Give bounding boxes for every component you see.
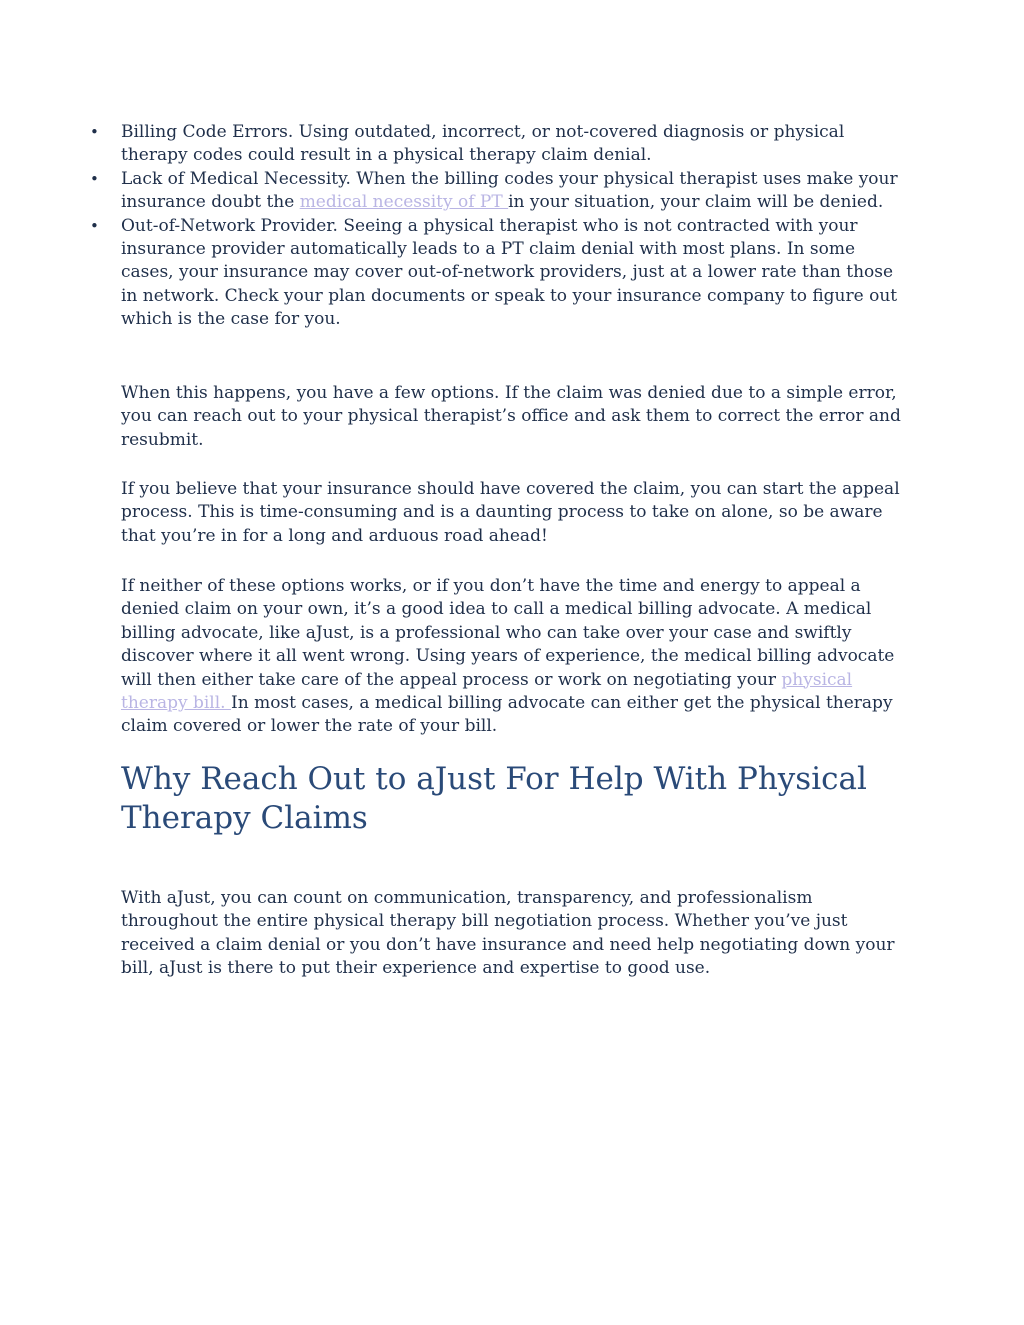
denial-reasons-list xyxy=(90,121,911,332)
paragraph-options: When this happens, you have a few options. If the claim was denied due to a simple error, you can reach out to your physical therapist’s office and ask them to correct the error and resubmit. xyxy=(121,383,901,450)
list-item-out-of-network xyxy=(90,215,911,332)
section-heading: Why Reach Out to aJust For Help With Physical Therapy Claims xyxy=(121,761,867,836)
list-item-medical-necessity xyxy=(90,168,911,215)
paragraph-appeal: If you believe that your insurance should have covered the claim, you can start the appeal process. This is time-consuming and is a daunting process to take on alone, so be aware that you’re in for a long and arduous road ahead! xyxy=(121,479,900,546)
paragraph-text: If neither of these options works, or if you don’t have the time and energy to appeal a denied claim on your own, it’s a good idea to call a medical billing advocate. A medical billing advocate, like aJust, is a professional who can take over your case and swiftly discover where it all went wrong. Using years of experience, the medical billing advocate will then either take care of the appeal process or work on negotiating your xyxy=(121,576,895,690)
list-item-text: Out-of-Network Provider. Seeing a physical therapist who is not contracted with your insurance provider automatically leads to a PT claim denial with most plans. In some cases, your insurance may cover out-of-network providers, just at a lower rate than those in network. Check your plan documents or speak to your insurance company to figure out which is the case for you. xyxy=(121,215,898,330)
list-item-billing-code-errors xyxy=(90,121,911,168)
bullet-icon: • xyxy=(90,123,99,141)
list-item-text: Billing Code Errors. Using outdated, incorrect, or not-covered diagnosis or physical therapy codes could result in a physical therapy claim denial. xyxy=(121,122,845,166)
list-item-text: in your situation, your claim will be denied. xyxy=(508,192,884,213)
list-item-text: Lack of Medical Necessity. When the billing codes your physical therapist uses make your insurance doubt the xyxy=(121,168,898,213)
bullet-icon: • xyxy=(90,169,99,188)
paragraph-text: In most cases, a medical billing advocate can either get the physical therapy claim covered or lower the rate of your bill. xyxy=(121,693,893,737)
paragraph-ajust: With aJust, you can count on communication, transparency, and professionalism throughout the entire physical therapy bill negotiation process. Whether you’ve just received a claim denial or you don’t have insurance and need help negotiating down your bill, aJust is there to put their experience and expertise to good use. xyxy=(121,888,895,979)
medical-necessity-link[interactable]: medical necessity of PT xyxy=(299,192,509,213)
bullet-icon: • xyxy=(90,216,99,235)
physical-therapy-bill-link[interactable]: physical therapy bill. xyxy=(121,669,853,714)
paragraph-billing-advocate xyxy=(121,575,911,739)
